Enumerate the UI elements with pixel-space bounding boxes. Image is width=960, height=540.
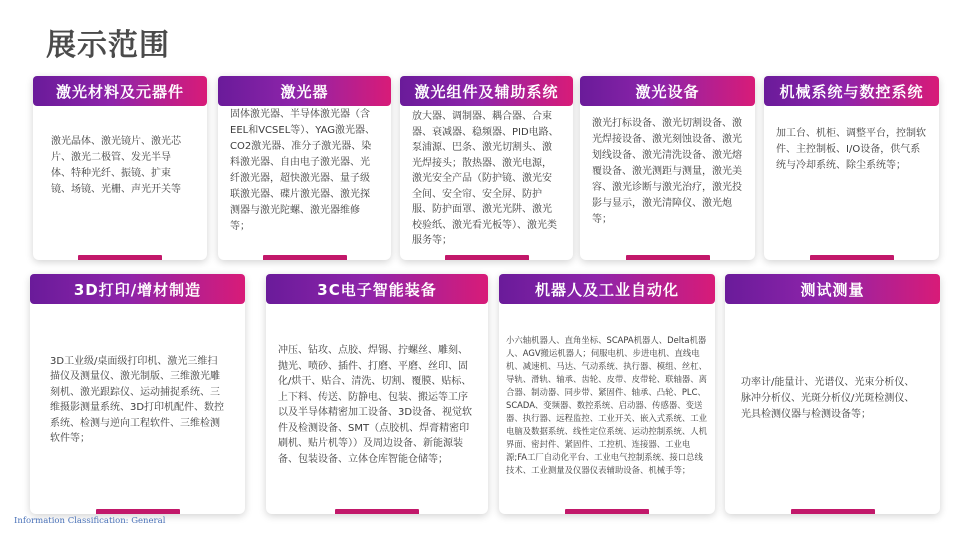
card-text: 功率计/能量计、光谱仪、光束分析仪、脉冲分析仪、光斑分析仪/光斑检测仪、光具检测仪器与检测设备等；: [741, 377, 915, 420]
card-accent-bar: [445, 255, 529, 260]
card-body: [499, 304, 715, 506]
card-accent-bar: [96, 509, 180, 514]
card-body: [725, 304, 940, 506]
card-mechanical-cnc: [764, 76, 939, 260]
card-text: 固体激光器、半导体激光器（含EEL和VCSEL等）、YAG激光器、CO2激光器、准分子激光器、染料激光器、自由电子激光器、光纤激光器，超快激光器、量子级联激光器、碟片激光器、激光探测器与激光陀螺、激光器维修等；: [230, 109, 376, 232]
card-lasers: [218, 76, 391, 260]
card-header: 3D打印/增材制造: [30, 274, 245, 304]
card-accent-bar: [565, 509, 649, 514]
card-header: 激光组件及辅助系统: [400, 76, 573, 106]
card-test-measurement: [725, 274, 940, 514]
card-text: 小六轴机器人、直角坐标、SCAPA机器人、Delta机器人、AGV搬运机器人；伺服电机、步进电机、直线电机、减速机、马达、气动系统、执行器、模组、丝杠、导轨、滑轨、轴承、齿轮、皮带、皮带轮、联轴器、离合器、制动器、同步带、紧固件、轴承、凸轮、PLC、SCADA、变频器、数控系统、启动器、传感器、变送器、执行器、远程监控、工业开关、嵌入式系统、工业电脑及数据系统、线性定位系统、运动控制系统、人机界面、密封件、紧固件、工控机、连接器、工业电源;FA工厂自动化平台、工业电气控制系统、接口总线技术、工业测量及仪器仪表辅助设备、机械手等；: [506, 334, 707, 475]
card-accent-bar: [791, 509, 875, 514]
card-text: 加工台、机柜、调整平台，控制软件、主控制板、I/O设备，供气系统与冷却系统、除尘系统等；: [776, 128, 926, 171]
card-accent-bar: [263, 255, 347, 260]
card-laser-equipment: [580, 76, 755, 260]
card-laser-materials: [33, 76, 207, 260]
card-text: 放大器、调制器、耦合器、合束器、衰减器、稳频器、PID电路、泵浦源、巴条、激光切割头、激光焊接头；散热器、激光电源，激光安全产品（防护镜、激光安全间、安全帘、安全屏、防护服、防护面罩、激光光阱、激光校验纸、激光看光板等）、激光类服务等；: [412, 111, 559, 247]
card-header: 激光器: [218, 76, 391, 106]
card-text: 3D工业级/桌面级打印机、激光三维扫描仪及测量仪、激光制版、三维激光雕刻机、激光跟踪仪、运动捕捉系统、三维摄影测量系统、3D打印机配件、数控系统、检测与逆向工程软件、三维检测软件等；: [50, 355, 225, 444]
card-accent-bar: [626, 255, 710, 260]
card-laser-components: [400, 76, 573, 260]
card-3c-electronics: [266, 274, 488, 514]
card-accent-bar: [78, 255, 162, 260]
card-text: 激光打标设备、激光切割设备、激光焊接设备、激光刻蚀设备、激光划线设备、激光清洗设备、激光熔覆设备、激光测距与测量，激光美容、激光诊断与激光治疗，激光投影与显示，激光清障仪、激光炮等；: [592, 118, 742, 225]
card-header: 3C电子智能装备: [266, 274, 488, 304]
card-robotics-automation: [499, 274, 715, 514]
card-3d-printing: [30, 274, 245, 514]
card-accent-bar: [810, 255, 894, 260]
card-header: 激光设备: [580, 76, 755, 106]
card-body: [764, 106, 939, 252]
card-header: 机器人及工业自动化: [499, 274, 715, 304]
card-body: [218, 106, 391, 252]
card-body: [266, 304, 488, 506]
card-header: 机械系统与数控系统: [764, 76, 939, 106]
card-header: 激光材料及元器件: [33, 76, 207, 106]
card-body: [400, 106, 573, 252]
card-body: [33, 106, 207, 252]
card-header: 测试测量: [725, 274, 940, 304]
card-text: 激光晶体、激光镜片、激光芯片、激光二极管、发光半导体、特种光纤、振镜、扩束镜、场镜、光栅、声光开关等: [51, 136, 181, 195]
classification-footer: Information Classification: General: [14, 516, 166, 526]
card-body: [30, 304, 245, 506]
card-accent-bar: [335, 509, 419, 514]
card-body: [580, 106, 755, 252]
page-title: 展示范围: [46, 28, 170, 63]
card-text: 冲压、钻攻、点胶、焊锡、拧螺丝、雕刻、抛光、喷砂、插件、打磨、平磨、丝印、固化/烘干、贴合、清洗、切割、覆膜、贴标、上下料、传送、防静电、包装、搬运等工序以及半导体精密加工设备、3D设备、视觉软件及检测设备、SMT（点胶机、焊膏精密印刷机、贴片机等））及周边设备、新能源装备、包装设备、立体仓库智能仓储等；: [278, 345, 473, 465]
